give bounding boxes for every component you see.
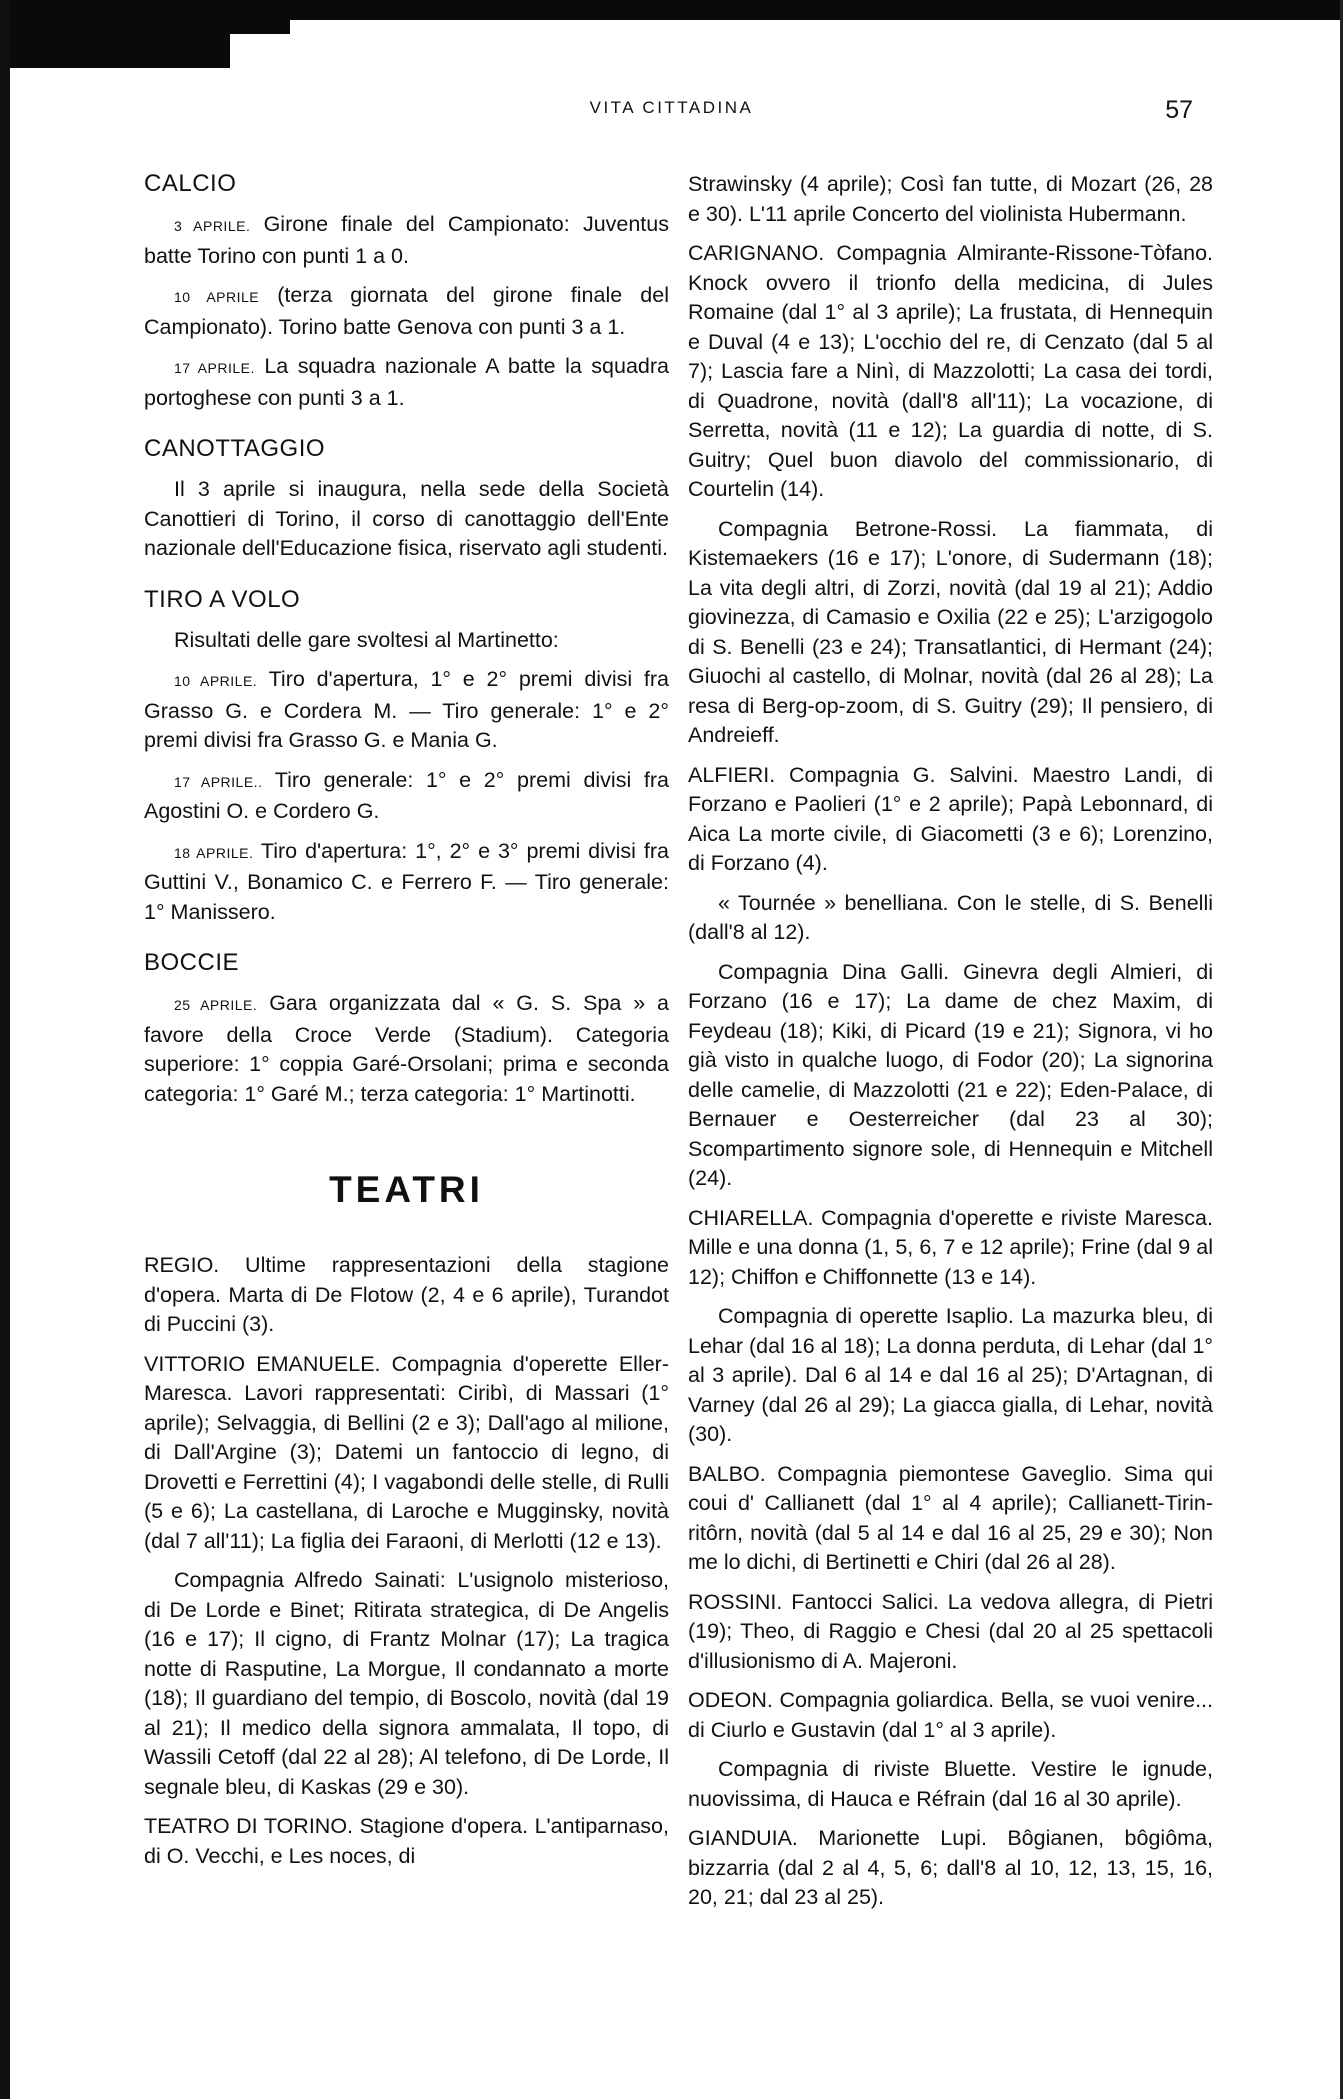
teatro-paragraph: Compagnia Dina Galli. Ginevra degli Almieri, di Forzano (16 e 17); La dame de chez Maxim, di Feydeau (18); Kiki, di Picard (19 e 21); Signora, vi ho già visto in qualche luogo, di Fodor (20); La signorina delle camelie, di Mazzolotti (21 e 22); Eden-Palace, di Bernauer e Oesterreicher (dal 23 al 30); Scompartimento signore sole, di Hennequin e Mitchell (24). (688, 959, 1213, 1190)
teatro-paragraph: TEATRO DI TORINO. Stagione d'opera. L'antiparnaso, di O. Vecchi, e Les noces, di (144, 1814, 669, 1868)
teatro-paragraph: Compagnia Betrone-Rossi. La fiammata, di Kistemaekers (16 e 17); L'onore, di Sudermann (18); La vita degli altri, di Zorzi, novità (dal 19 al 21); Addio giovinezza, di Camasio e Oxilia (22 e 25); L'arzigogolo di S. Benelli (23 e 24); Transatlantici, di Hermant (24); Giuochi al castello, di Molnar, novità (dal 26 al 28); La resa di Berg-op-zoom, di S. Guitry (29); Il pensiero, di Andreieff. (688, 516, 1213, 747)
right-column (688, 170, 1213, 1923)
entry-text: Gara organizzata dal « G. S. Spa » a favore della Croce Verde (Stadium). Categoria superiore: 1° coppia Garé-Orsolani; prima e seconda categoria: 1° Garé M.; terza categoria: 1° Martinotti. (144, 991, 669, 1106)
calcio-entry (144, 281, 669, 342)
boccie-entry (144, 989, 669, 1109)
entry-date: 18 APRILE. (174, 844, 254, 861)
entry-date: 10 APRILE. (174, 673, 258, 689)
canottaggio-text: Il 3 aprile si inaugura, nella sede della Società Canottieri di Torino, il corso di canottaggio dell'Ente nazionale dell'Educazione fisica, riservato agli studenti. (144, 477, 669, 560)
teatro-paragraph: Strawinsky (4 aprile); Così fan tutte, di Mozart (26, 28 e 30). L'11 aprile Concerto del violinista Hubermann. (688, 172, 1213, 226)
teatro-paragraph: REGIO. Ultime rappresentazioni della stagione d'opera. Marta di De Flotow (2, 4 e 6 aprile), Turandot di Puccini (3). (144, 1253, 669, 1336)
tiro-entry (144, 766, 669, 827)
teatro-paragraph: CARIGNANO. Compagnia Almirante-Rissone-Tòfano. Knock ovvero il trionfo della medicina, di Jules Romaine (dal 1° al 3 aprile); La frustata, di Hennequin e Duval (4 e 13); L'occhio del re, di Cenzato (dal 5 al 7); Lascia fare a Ninì, di Mazzolotti; La casa dei tordi, di Quadrone, novità (dall'8 all'11); La vocazione, di Serretta, novità (11 e 12); La guardia di notte, di S. Guitry; Quel buon diavolo del commissionario, di Courtelin (14). (688, 241, 1213, 501)
entry-date: 25 APRILE. (174, 997, 258, 1013)
teatro-paragraph: Compagnia di operette Isaplio. La mazurka bleu, di Lehar (dal 16 al 18); La donna perduta, di Lehar (dal 1° al 3 aprile). Dal 6 al 14 e dal 16 al 25); D'Artagnan, di Varney (dal 26 al 29); La giacca gialla, di Lehar, novità (30). (688, 1304, 1213, 1446)
entry-text: Girone finale del Campionato: Juventus batte Torino con punti 1 a 0. (144, 212, 669, 268)
teatro-paragraph: GIANDUIA. Marionette Lupi. Bôgianen, bôgiôma, bizzarria (dal 2 al 4, 5, 6; dall'8 al 10, 12, 13, 15, 16, 20, 21; dal 23 al 25). (688, 1826, 1213, 1909)
scan-top-border (0, 0, 1343, 20)
teatro-paragraph: BALBO. Compagnia piemontese Gaveglio. Sima qui coui d' Callianett (dal 1° al 4 aprile); Callianett-Tirin-ritôrn, novità (dal 5 al 14 e dal 16 al 25, 29 e 30); Non me lo dichi, di Bertinetti e Chiri (dal 26 al 28). (688, 1461, 1213, 1574)
teatro-paragraph: ALFIERI. Compagnia G. Salvini. Maestro Landi, di Forzano e Paolieri (1° e 2 aprile); Papà Lebonnard, di Aica La morte civile, di Giacometti (3 e 6); Lorenzino, di Forzano (4). (688, 762, 1213, 875)
entry-date: 3 APRILE. (174, 218, 251, 234)
left-column (144, 170, 669, 1881)
section-heading-teatri: TEATRI (329, 1169, 484, 1210)
tiro-entry (144, 837, 669, 928)
tiro-entry (144, 665, 669, 756)
entry-date: 10 APRILE (174, 289, 260, 305)
entry-text: Tiro d'apertura, 1° e 2° premi divisi fra Grasso G. e Cordera M. — Tiro generale: 1° e 2° premi divisi fra Grasso G. e Mania G. (144, 667, 669, 752)
entry-date: 17 APRILE. (174, 360, 255, 376)
entry-text: (terza giornata del girone finale del Campionato). Torino batte Genova con punti 3 a 1. (144, 283, 669, 339)
teatro-paragraph: Compagnia di riviste Bluette. Vestire le ignude, nuovissima, di Hauca e Réfrain (dal 16 al 30 aprile). (688, 1757, 1213, 1811)
entry-text: Tiro d'apertura: 1°, 2° e 3° premi divisi fra Guttini V., Bonamico C. e Ferrero F. — Tiro generale: 1° Manissero. (144, 838, 669, 924)
calcio-entry (144, 210, 669, 271)
teatro-paragraph: VITTORIO EMANUELE. Compagnia d'operette Eller-Maresca. Lavori rappresentati: Ciribì, di Massari (1° aprile); Selvaggia, di Bellini (2 e 3); Dall'ago al milione, di Dall'Argine (3); Datemi un fantoccio di legno, di Drovetti e Ferrettini (4); I vagabondi delle stelle, di Rulli (5 e 6); La castellana, di Laroche e Mugginsky, novità (dal 7 all'11); La figlia dei Faraoni, di Merlotti (12 e 13). (144, 1351, 669, 1553)
section-heading-tiro-a-volo: TIRO A VOLO (144, 585, 301, 613)
scan-left-border (0, 0, 10, 2099)
teatro-paragraph: CHIARELLA. Compagnia d'operette e riviste Maresca. Mille e una donna (1, 5, 6, 7 e 12 aprile); Frine (dal 9 al 12); Chiffon e Chiffonnette (13 e 14). (688, 1205, 1213, 1289)
entry-text: Tiro generale: 1° e 2° premi divisi fra Agostini O. e Cordero G. (144, 767, 669, 823)
scan-top-shadow-tail (230, 20, 290, 34)
scan-top-shadow (0, 20, 230, 68)
section-heading-calcio: CALCIO (144, 170, 237, 197)
entry-date: 17 APRILE.. (174, 773, 263, 790)
page-number: 57 (1165, 96, 1193, 124)
calcio-entry (144, 352, 669, 413)
tiro-intro: Risultati delle gare svoltesi al Martinetto: (174, 627, 559, 652)
section-heading-canottaggio: CANOTTAGGIO (144, 435, 326, 462)
entry-text: La squadra nazionale A batte la squadra portoghese con punti 3 a 1. (144, 354, 669, 410)
teatro-paragraph: Compagnia Alfredo Sainati: L'usignolo misterioso, di De Lorde e Binet; Ritirata strategica, di De Angelis (16 e 17); Il cigno, di Frantz Molnar (17); La tragica notte di Rasputine, La Morgue, Il condannato a morte (18); Il guardiano del tempio, di Boscolo, novità (dal 19 al 21); Il medico della signora ammalata, Il topo, di Wassili Cetoff (dal 22 al 28); Al telefono, di De Lorde, Il segnale bleu, di Kaskas (29 e 30). (144, 1568, 669, 1799)
running-title: VITA CITTADINA (589, 98, 754, 117)
teatro-paragraph: ROSSINI. Fantocci Salici. La vedova allegra, di Pietri (19); Theo, di Raggio e Chesi (dal 20 al 25 spettacoli d'illusionismo di A. Majeroni. (688, 1589, 1213, 1673)
teatro-paragraph: ODEON. Compagnia goliardica. Bella, se vuoi venire... di Ciurlo e Gustavin (dal 1° al 3 aprile). (688, 1688, 1213, 1742)
teatro-paragraph: « Tournée » benelliana. Con le stelle, di S. Benelli (dall'8 al 12). (688, 890, 1213, 944)
section-heading-boccie: BOCCIE (144, 949, 240, 976)
